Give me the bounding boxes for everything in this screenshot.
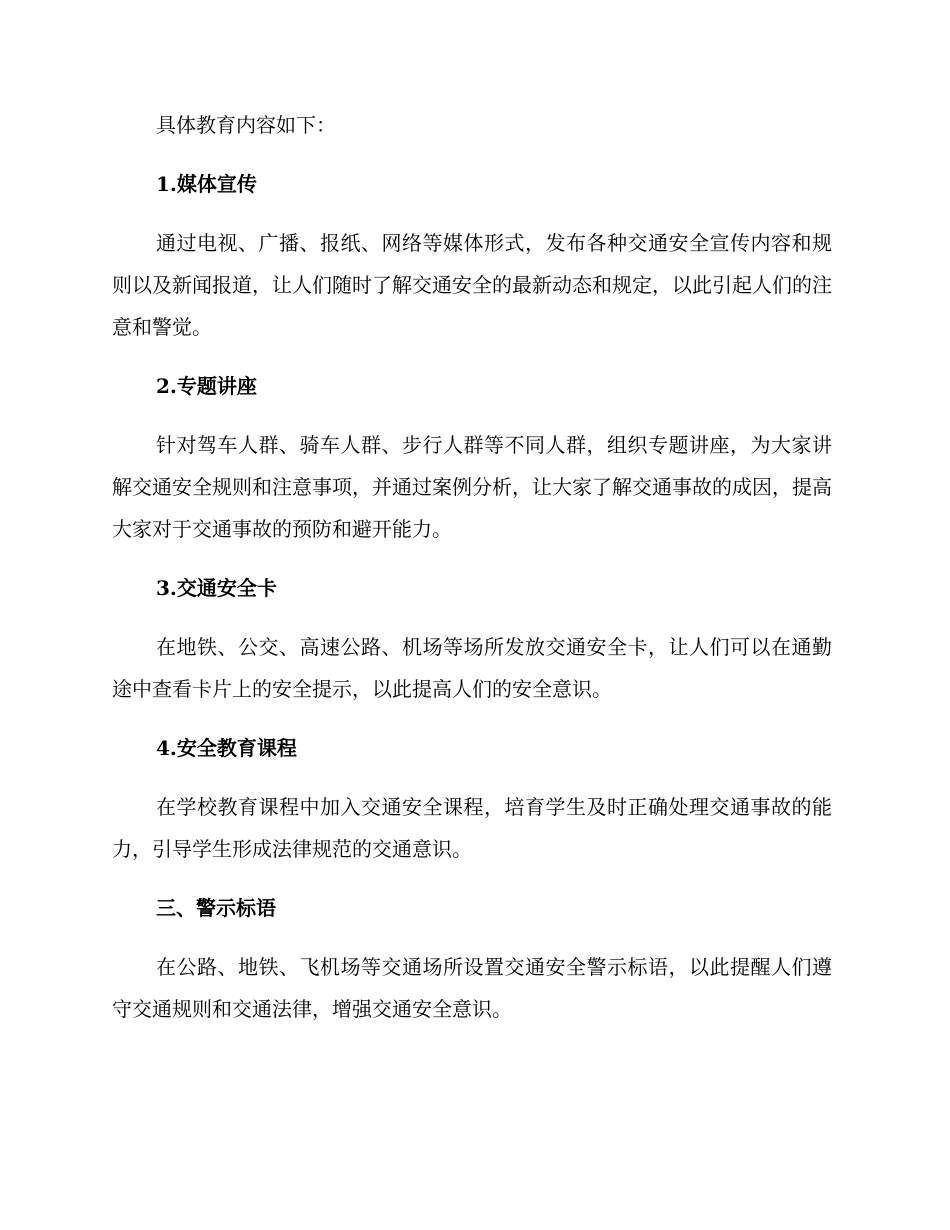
spacer xyxy=(112,929,832,946)
spacer xyxy=(112,348,832,365)
spacer xyxy=(112,870,832,887)
section-heading-course: 4.安全教育课程 xyxy=(156,736,297,760)
section-body-lecture: 针对驾车人群、骑车人群、步行人群等不同人群，组织专题讲座，为大家讲解交通安全规则和注意事项，并通过案例分析，让大家了解交通事故的成因，提高大家对于交通事故的预防和避开能力。 xyxy=(112,433,832,541)
spacer xyxy=(112,550,832,567)
section-heading-safety-card: 3.交通安全卡 xyxy=(156,576,277,600)
spacer xyxy=(112,769,832,786)
spacer xyxy=(112,407,832,424)
section-heading-lecture: 2.专题讲座 xyxy=(156,374,257,398)
section-heading-slogans: 三、警示标语 xyxy=(156,896,276,920)
section-body-safety-card: 在地铁、公交、高速公路、机场等场所发放交通安全卡，让人们可以在通勤途中查看卡片上的安全提示，以此提高人们的安全意识。 xyxy=(112,635,832,701)
spacer xyxy=(112,146,832,163)
section-body-course: 在学校教育课程中加入交通安全课程，培育学生及时正确处理交通事故的能力，引导学生形成法律规范的交通意识。 xyxy=(112,795,832,861)
spacer xyxy=(112,710,832,727)
section-body-slogans: 在公路、地铁、飞机场等交通场所设置交通安全警示标语，以此提醒人们遵守交通规则和交通法律，增强交通安全意识。 xyxy=(112,955,832,1021)
document-page xyxy=(112,104,832,1030)
section-body-media: 通过电视、广播、报纸、网络等媒体形式，发布各种交通安全宣传内容和规则以及新闻报道，让人们随时了解交通安全的最新动态和规定，以此引起人们的注意和警觉。 xyxy=(112,231,832,339)
section-heading-media: 1.媒体宣传 xyxy=(156,172,257,196)
intro-paragraph: 具体教育内容如下： xyxy=(156,113,336,137)
spacer xyxy=(112,609,832,626)
spacer xyxy=(112,205,832,222)
